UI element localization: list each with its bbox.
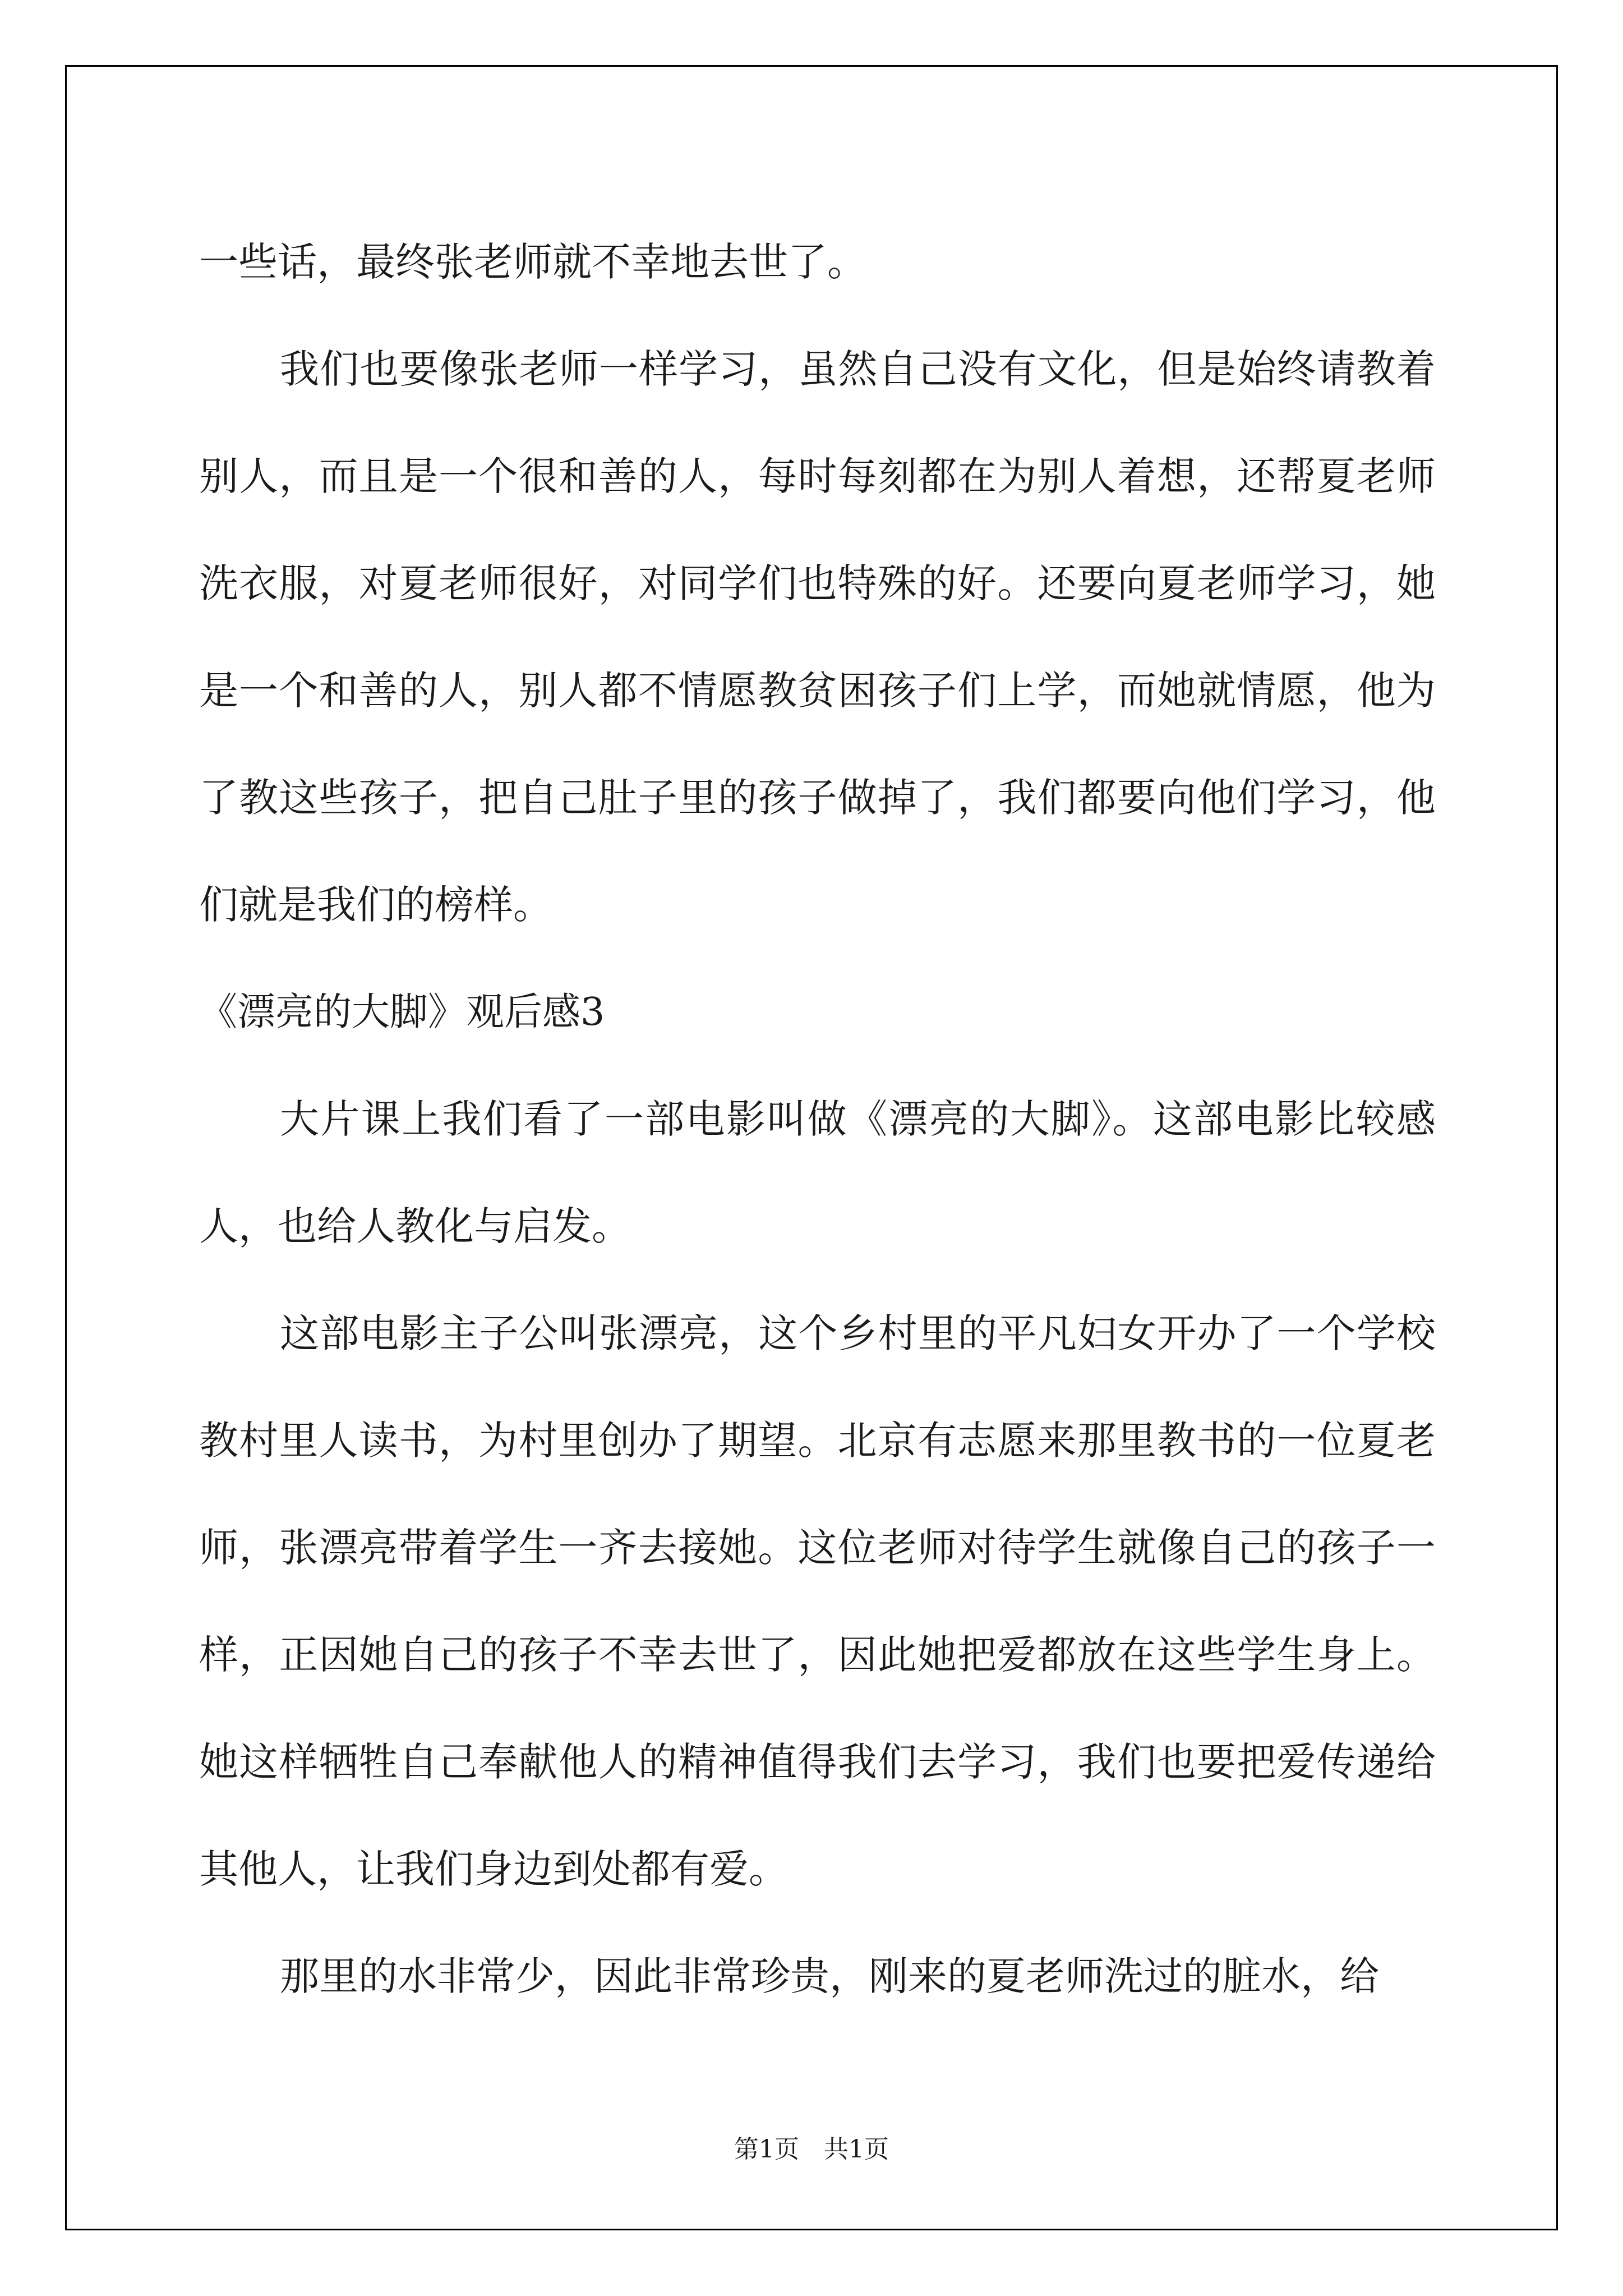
paragraph: 那里的水非常少，因此非常珍贵，刚来的夏老师洗过的脏水，给 <box>280 1953 1379 1999</box>
paragraph-continuation: 一些话，最终张老师就不幸地去世了。 <box>199 239 866 285</box>
paragraph: 这部电影主子公叫张漂亮，这个乡村里的平凡妇女开办了一个学校教村里人读书，为村里创办了期望。北京有志愿来那里教书的一位夏老师，张漂亮带着学生一齐去接她。这位老师对待学生就像自己的孩子一样，正因她自己的孩子不幸去世了，因此她把爱都放在这些学生身上。她这样牺牲自己奉献他人的精神值得我们去学习，我们也要把爱传递给其他人，让我们身边到处都有爱。 <box>199 1310 1436 1892</box>
paragraph: 我们也要像张老师一样学习，虽然自己没有文化，但是始终请教着别人，而且是一个很和善的人，每时每刻都在为别人着想，还帮夏老师洗衣服，对夏老师很好，对同学们也特殊的好。还要向夏老师学习，她是一个和善的人，别人都不情愿教贫困孩子们上学，而她就情愿，他为了教这些孩子，把自己肚子里的孩子做掉了，我们都要向他们学习，他们就是我们的榜样。 <box>199 346 1436 928</box>
page-number-footer: 第1页 共1页 <box>734 2135 889 2164</box>
paragraph: 大片课上我们看了一部电影叫做《漂亮的大脚》。这部电影比较感人，也给人教化与启发。 <box>199 1096 1436 1249</box>
document-body <box>199 209 1436 2030</box>
section-heading: 《漂亮的大脚》观后感3 <box>199 990 605 1034</box>
